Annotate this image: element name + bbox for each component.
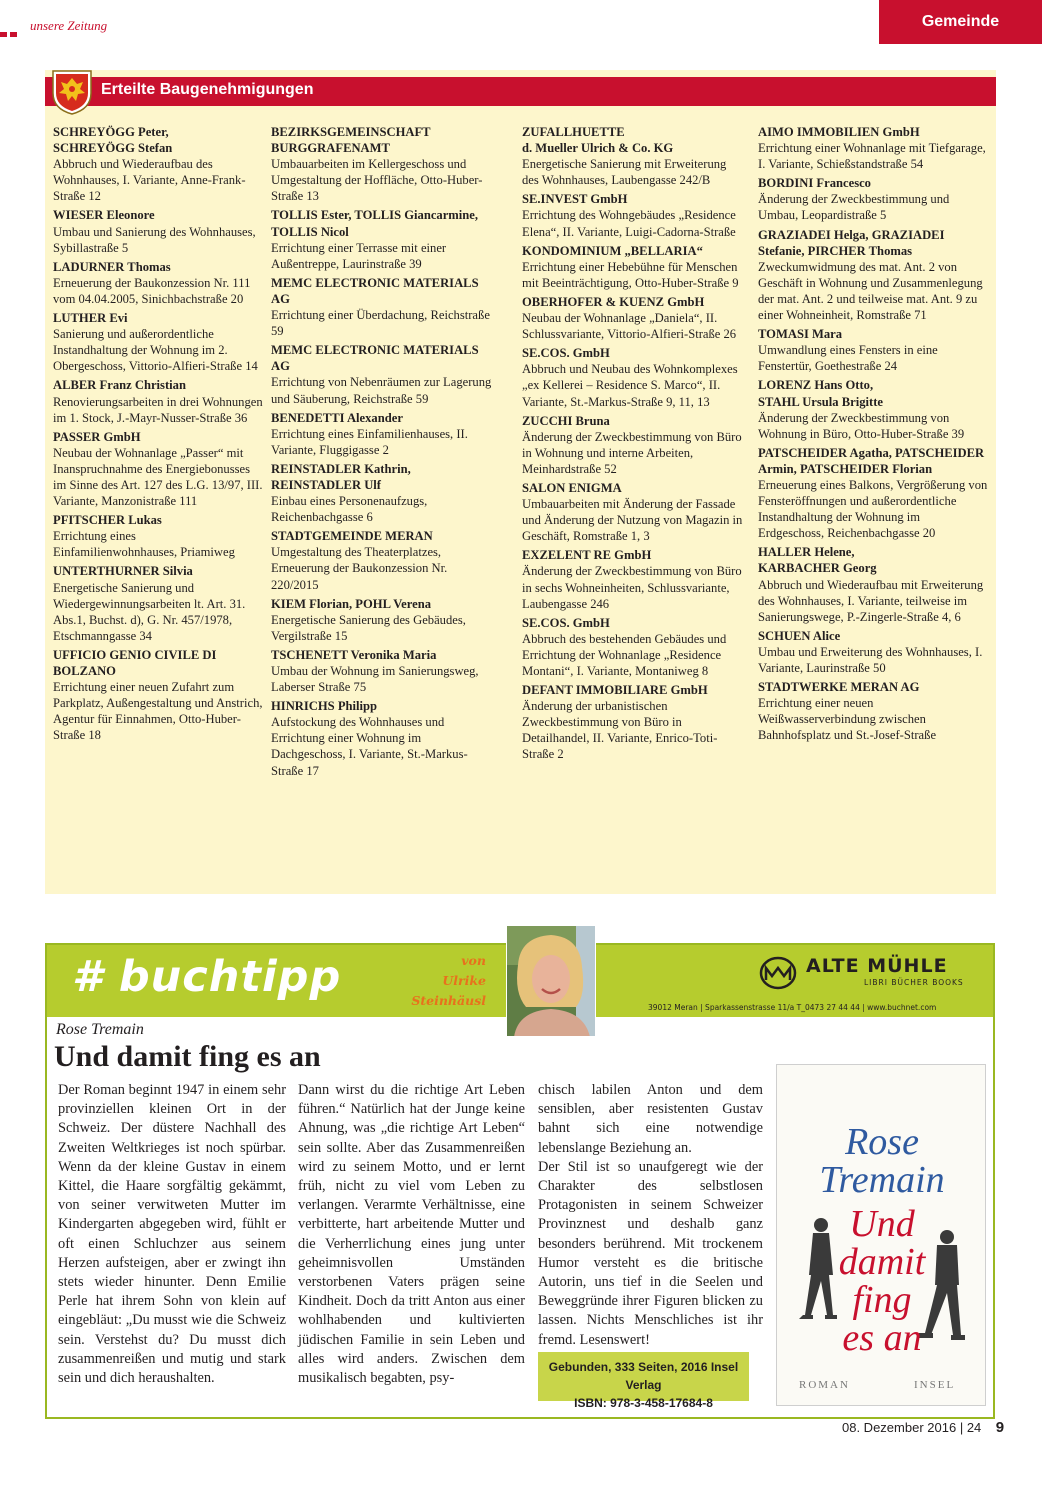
permit-entry (271, 528, 494, 592)
book-isbn: ISBN: 978-3-458-17684-8 (574, 1396, 713, 1410)
reviewer-credit (402, 951, 486, 1011)
permit-entry (271, 647, 494, 695)
section-tab: Gemeinde (879, 0, 1042, 44)
permit-applicant: KONDOMINIUM „BELLARIA“ (522, 243, 703, 258)
reviewer-last-name: Steinhäusl (411, 993, 486, 1008)
review-column-3: chisch labilen Anton und dem sensiblen, aber resistenten Gustav bahnt sich eine notwendige lebenslange Beziehung an. Der Stil ist so unaufgeregt wie der Charakter des selbstlosen Protagonisten in seinem Schweizer Provinznest und deshalb ganz besonders berührend. Mit trockenem Humor versteht es die britische Autorin, uns tief in die Seelen und Beweggründe ihrer Figuren blicken zu lassen. Nichts Menschliches ist ihr fremd. Lesenswert! (538, 1082, 763, 1348)
review-column-1: Der Roman beginnt 1947 in einem sehr provinziellen kleinen Ort in der Schweiz. Der düstere Nachhall des Zweiten Weltkrieges ist noch spürbar. Wenn da der kleine Gustav in einem Kittel, die Haare sorgfältig gekämmt, von seiner verwitweten Mutter im Kindergarten abgegeben wird, fühlt er oft einen Schluchzer aus seinem Herzen aufsteigen, aber er zwingt ihn stets wieder hinunter. Denn Emilie Perle hat ihrem Sohn von klein auf eingebläut: „Du musst wie die Schweiz sein. Verstehst du? Du musst dich zusammenreißen und mutig und stark sein und dich heraushalten. (58, 1082, 286, 1387)
permit-description: Abbruch des bestehenden Gebäudes und Errichtung der Wohnanlage „Residence Montani“, I. Variante, Montaniweg 8 (522, 631, 727, 678)
permit-description: Energetische Sanierung des Gebäudes, Vergilstraße 15 (271, 612, 466, 643)
permit-applicant: PASSER GmbH (53, 429, 141, 444)
permit-applicant: BEZIRKSGEMEINSCHAFT BURGGRAFENAMT (271, 125, 431, 156)
permit-applicant: SE.COS. GmbH (522, 346, 610, 361)
permit-applicant: STADTWERKE MERAN AG (758, 680, 920, 695)
permit-applicant: ZUCCHI Bruna (522, 413, 610, 428)
permit-applicant: MEMC ELECTRONIC MATERIALS AG (271, 275, 479, 306)
permit-description: Umgestaltung des Theaterplatzes, Erneuerung der Baukonzession Nr. 220/2015 (271, 545, 448, 592)
permit-description: Umbau der Wohnung im Sanierungsweg, Laberser Straße 75 (271, 664, 479, 695)
permit-description: Zweckumwidmung des mat. Ant. 2 von Geschäft in Wohnung und Zusammenlegung der mat. Ant. 2 und teilweise mat. Ant. 9 zu einer Wohneinheit, Romstraße 71 (758, 259, 983, 323)
cover-title (777, 1205, 987, 1357)
permit-entry (758, 679, 988, 743)
store-name: ALTE MÜHLE (806, 955, 948, 977)
permit-entry (522, 345, 744, 409)
permit-entry (522, 191, 744, 239)
permit-applicant: LADURNER Thomas (53, 259, 171, 274)
permit-description: Änderung der Zweckbestimmung und Umbau, Leopardistraße 5 (758, 192, 950, 223)
permit-description: Renovierungsarbeiten in drei Wohnungen im 1. Stock, J.-Mayr-Nusser-Straße 36 (53, 394, 263, 425)
permit-entry (758, 445, 988, 542)
permit-description: Umbau und Erweiterung des Wohnhauses, I. Variante, Laurinstraße 50 (758, 644, 983, 675)
permit-description: Änderung der Zweckbestimmung von Wohnung in Büro, Otto-Huber-Straße 39 (758, 410, 965, 441)
permit-applicant: SCHREYÖGG Peter, SCHREYÖGG Stefan (53, 125, 173, 156)
permit-entry (271, 596, 494, 644)
permit-description: Umbau und Sanierung des Wohnhauses, Sybillastraße 5 (53, 224, 256, 255)
permit-applicant: SE.COS. GmbH (522, 615, 610, 630)
book-cover (776, 1064, 986, 1406)
permit-applicant: OBERHOFER & KUENZ GmbH (522, 294, 705, 309)
permit-description: Abbruch und Wiederaufbau mit Erweiterung des Wohnhauses, I. Variante, teilweise im Sanierungswege, P.-Zingerle-Straße 4, 6 (758, 577, 984, 624)
permits-heading: Erteilte Baugenehmigungen (101, 81, 314, 98)
permit-entry (271, 342, 494, 406)
cover-title-line-2: damit (838, 1241, 926, 1283)
permit-entry (271, 698, 494, 778)
permit-applicant: GRAZIADEI Helga, GRAZIADEI Stefanie, PIRCHER Thomas (758, 227, 945, 258)
permit-applicant: SE.INVEST GmbH (522, 192, 628, 207)
permit-description: Abbruch und Wiederaufbau des Wohnhauses, I. Variante, Anne-Frank-Straße 12 (53, 157, 246, 204)
permit-description: Errichtung von Nebenräumen zur Lagerung und Säuberung, Reichstraße 59 (271, 375, 492, 406)
permit-applicant: HALLER Helene, KARBACHER Georg (758, 545, 877, 576)
reviewer-von: von (461, 953, 486, 968)
permit-entry (758, 124, 988, 172)
permit-applicant: TOLLIS Ester, TOLLIS Giancarmine, TOLLIS Nicol (271, 208, 479, 239)
permit-description: Einbau eines Personenaufzugs, Reichenbachgasse 6 (271, 494, 428, 525)
permit-description: Umwandlung eines Fensters in eine Fenstertür, Goethestraße 24 (758, 343, 938, 374)
permit-entry (758, 227, 988, 324)
permits-column-3 (522, 124, 744, 766)
cover-author (777, 1123, 987, 1199)
permit-applicant: LORENZ Hans Otto, STAHL Ursula Brigitte (758, 378, 884, 409)
permit-description: Neubau der Wohnanlage „Passer“ mit Inanspruchnahme des Energiebonusses im Sinne des Art. 127 des L.G. 13/97, III. Variante, Manzonistraße 111 (53, 445, 263, 509)
permit-entry (53, 647, 263, 744)
book-author: Rose Tremain (56, 1021, 144, 1038)
permit-entry (271, 410, 494, 458)
footer-separator: | (959, 1420, 967, 1435)
permit-applicant: TSCHENETT Veronika Maria (271, 647, 437, 662)
permit-description: Energetische Sanierung und Wiedergewinnungsarbeiten lt. Art. 31. Abs.1, Buchst. d), G. Nr. 457/1978, Etschmanngasse 34 (53, 580, 246, 643)
footer-spacer (985, 1420, 992, 1435)
permit-applicant: BORDINI Francesco (758, 176, 871, 191)
permit-description: Aufstockung des Wohnhauses und Errichtung einer Wohnung im Dachgeschoss, I. Variante, St.-Markus-Straße 17 (271, 715, 468, 778)
permit-description: Neubau der Wohnanlage „Daniela“, II. Schlussvariante, Vittorio-Alfieri-Straße 26 (522, 311, 737, 342)
permit-description: Errichtung einer neuen Weißwasserverbindung zwischen Bahnhofsplatz und St.-Josef-Straße (758, 696, 937, 743)
permit-entry (53, 259, 263, 307)
permit-applicant: HINRICHS Philipp (271, 699, 378, 714)
permit-entry (758, 326, 988, 374)
permit-description: Errichtung einer Hebebühne für Menschen mit Beeinträchtigung, Otto-Huber-Straße 9 (522, 259, 739, 290)
permit-entry (271, 124, 494, 204)
store-address: 39012 Meran | Sparkassenstrasse 11/a T_0473 27 44 44 | www.buchnet.com (648, 1003, 937, 1012)
permit-applicant: UNTERTHURNER Silvia (53, 564, 193, 579)
alte-muehle-logo-icon (759, 956, 797, 990)
permit-applicant: UFFICIO GENIO CIVILE DI BOLZANO (53, 647, 217, 678)
permit-applicant: TOMASI Mara (758, 327, 843, 342)
permits-column-1 (53, 124, 263, 746)
permit-entry (271, 275, 494, 339)
permit-entry (522, 294, 744, 342)
permit-applicant: ALBER Franz Christian (53, 378, 186, 393)
permit-entry (53, 512, 263, 560)
permit-description: Änderung der Zweckbestimmung von Büro in Wohnung und interne Arbeiten, Meinhardstraße 52 (522, 429, 742, 476)
permit-applicant: DEFANT IMMOBILIARE GmbH (522, 683, 708, 698)
permit-entry (53, 124, 263, 204)
permit-applicant: WIESER Eleonore (53, 208, 155, 223)
buchtipp-title: # buchtipp (72, 952, 342, 1002)
permit-applicant: STADTGEMEINDE MERAN (271, 529, 433, 544)
permit-description: Errichtung einer Terrasse mit einer Außentreppe, Laurinstraße 39 (271, 240, 447, 271)
permit-entry (522, 413, 744, 477)
permit-description: Sanierung und außerordentliche Instandhaltung der Wohnung im 2. Obergeschoss, Vittorio-Alfieri-Straße 14 (53, 327, 258, 374)
permit-applicant: SALON ENIGMA (522, 480, 622, 495)
permit-description: Erneuerung der Baukonzession Nr. 111 vom 04.04.2005, Sinichbachstraße 20 (53, 275, 251, 306)
book-info-box (538, 1352, 749, 1410)
permit-description: Errichtung des Wohngebäudes „Residence Elena“, II. Variante, Luigi-Cadorna-Straße (522, 208, 736, 239)
permit-entry (53, 310, 263, 374)
header-marker (0, 24, 20, 42)
permit-description: Änderung der urbanistischen Zweckbestimmung von Büro in Detailhandel, II. Variante, Enrico-Toti-Straße 2 (522, 699, 718, 762)
reviewer-first-name: Ulrike (442, 973, 486, 988)
permit-entry (522, 124, 744, 188)
permit-entry (522, 243, 744, 291)
publication-name: unsere Zeitung (30, 18, 108, 33)
page-footer (842, 1419, 1004, 1436)
permit-entry (53, 429, 263, 509)
reviewer-photo (506, 925, 596, 1037)
permit-applicant: PFITSCHER Lukas (53, 513, 162, 528)
permit-entry (271, 207, 494, 271)
permit-description: Errichtung einer Überdachung, Reichstraße 59 (271, 308, 490, 339)
store-tagline: LIBRI BÜCHER BOOKS (864, 978, 964, 987)
permit-applicant: KIEM Florian, POHL Verena (271, 596, 431, 611)
permit-entry (53, 377, 263, 425)
permit-entry (53, 563, 263, 643)
permit-applicant: PATSCHEIDER Agatha, PATSCHEIDER Armin, PATSCHEIDER Florian (758, 445, 985, 476)
issue-date: 08. Dezember 2016 (842, 1420, 957, 1435)
permit-entry (758, 628, 988, 676)
book-headline: Und damit fing es an (54, 1040, 321, 1073)
permit-description: Errichtung eines Einfamilienwohnhauses, Priamiweg (53, 529, 235, 560)
cover-author-line-1: Rose (845, 1121, 919, 1163)
cover-title-line-1: Und (849, 1203, 915, 1245)
permit-applicant: EXZELENT RE GmbH (522, 548, 652, 563)
permit-description: Änderung der Zweckbestimmung von Büro in sechs Wohneinheiten, Schlussvariante, Laubengasse 246 (522, 564, 742, 611)
permit-description: Errichtung eines Einfamilienhauses, II. Variante, Fluggigasse 2 (271, 426, 468, 457)
permit-applicant: ZUFALLHUETTE d. Mueller Ulrich & Co. KG (522, 125, 674, 156)
permit-description: Energetische Sanierung mit Erweiterung des Wohnhauses, Laubengasse 242/B (522, 157, 727, 188)
permit-applicant: LUTHER Evi (53, 311, 128, 326)
cover-genre: ROMAN (799, 1379, 850, 1391)
permit-applicant: MEMC ELECTRONIC MATERIALS AG (271, 343, 479, 374)
merano-crest-icon (47, 67, 97, 115)
cover-title-line-4: es an (842, 1317, 922, 1359)
permit-description: Umbauarbeiten im Kellergeschoss und Umgestaltung der Hoffläche, Otto-Huber-Straße 13 (271, 157, 483, 204)
permit-description: Abbruch und Neubau des Wohnkomplexes „ex Kellerei – Residence S. Marco“, II. Variante, St.-Markus-Straße 9, 11, 13 (522, 362, 738, 409)
page-number: 9 (995, 1419, 1005, 1436)
permit-description: Umbauarbeiten mit Änderung der Fassade und Änderung der Nutzung von Magazin in Geschäft, Romstraße 1, 3 (522, 497, 743, 544)
review-column-2: Dann wirst du die richtige Art Leben führen.“ Natürlich hat der Junge keine Ahnung, was „die richtige Art Leben“ sein sollte. Aber das Zusammenreißen wird zu seinem Motto, und er lernt früh, nicht zu viel vom Leben zu verlangen. Verarmte Verhältnisse, eine verbitterte, hart arbeitende Mutter und die Verherrlichung eines jung unter geheimnisvollen Umständen verstorbenen Vaters prägen seine Kindheit. Doch da tritt Anton aus einer wohlhabenden und kultivierten jüdischen Familie in sein Leben und alles wird anders. Zwischen dem musikalisch begabten, psy- (298, 1082, 525, 1387)
cover-title-line-3: fing (852, 1279, 912, 1321)
permit-entry (758, 544, 988, 624)
permit-entry (758, 377, 988, 441)
book-info-line-1: Gebunden, 333 Seiten, 2016 Insel Verlag (548, 1360, 739, 1392)
permit-description: Erneuerung eines Balkons, Vergrößerung von Fensteröffnungen und außerordentliche Instandhaltung der Wohnung im Erdgeschoss, Reichenbachgasse 20 (758, 477, 988, 541)
cover-publisher: INSEL (914, 1379, 956, 1391)
permit-entry (522, 480, 744, 544)
cover-author-line-2: Tremain (819, 1159, 945, 1201)
permit-entry (271, 461, 494, 525)
permit-entry (758, 175, 988, 223)
permit-applicant: SCHUEN Alice (758, 628, 841, 643)
permits-column-4 (758, 124, 988, 746)
permit-entry (522, 547, 744, 611)
permit-applicant: REINSTADLER Kathrin, REINSTADLER Ulf (271, 461, 411, 492)
permit-entry (522, 615, 744, 679)
issue-number: 24 (966, 1420, 982, 1435)
permit-applicant: BENEDETTI Alexander (271, 410, 403, 425)
permits-column-2 (271, 124, 494, 782)
permit-description: Errichtung einer neuen Zufahrt zum Parkplatz, Außengestaltung und Anstrich, Agentur für Einnahmen, Otto-Huber-Straße 18 (53, 680, 263, 743)
permit-entry (522, 682, 744, 762)
permit-applicant: AIMO IMMOBILIEN GmbH (758, 125, 920, 139)
permit-description: Errichtung einer Wohnanlage mit Tiefgarage, I. Variante, Schießstandstraße 54 (758, 141, 986, 172)
permit-entry (53, 207, 263, 255)
